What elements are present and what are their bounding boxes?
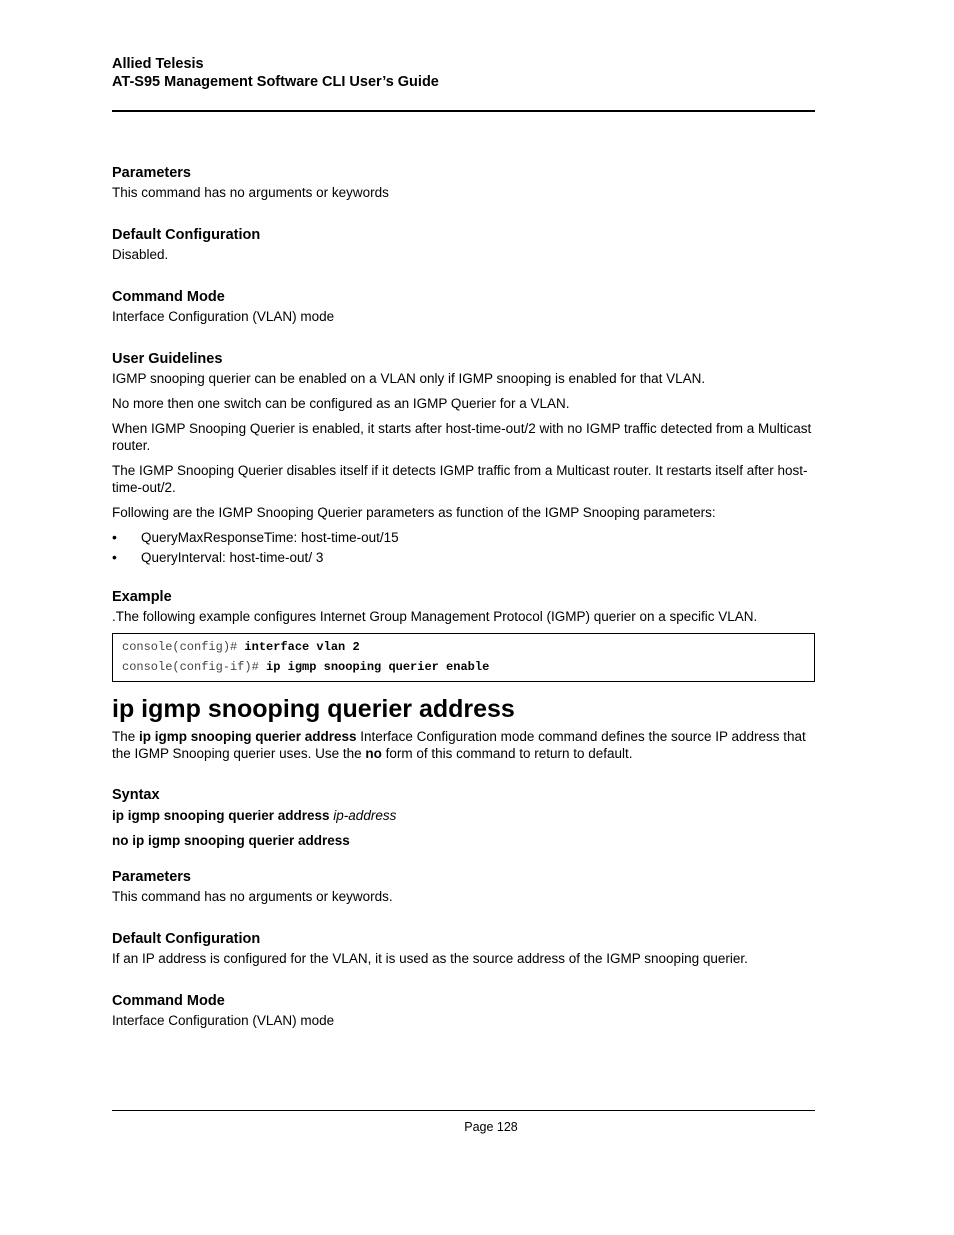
- header-rule: [112, 110, 815, 112]
- page-content: [112, 164, 815, 1054]
- default-config-heading: Default Configuration: [112, 931, 261, 947]
- company-name: Allied Telesis: [112, 56, 204, 72]
- guideline-paragraph: IGMP snooping querier can be enabled on a VLAN only if IGMP snooping is enabled for that VLAN.: [112, 371, 706, 386]
- command-title: ip igmp snooping querier address: [112, 695, 515, 723]
- parameters-heading: Parameters: [112, 869, 191, 885]
- parameters-text: This command has no arguments or keywords.: [112, 889, 393, 904]
- list-item: [112, 549, 815, 566]
- guide-title: AT-S95 Management Software CLI User’s Guide: [112, 74, 439, 90]
- bullet-text: QueryInterval: host-time-out/ 3: [141, 550, 324, 565]
- command-mode-section: [112, 992, 815, 1029]
- page-number: Page 128: [464, 1120, 518, 1134]
- code-command: interface vlan 2: [244, 640, 360, 654]
- parameters-section: [112, 868, 815, 905]
- code-line: [122, 637, 805, 657]
- default-config-section: [112, 930, 815, 967]
- syntax-section: [112, 786, 815, 849]
- code-line: [122, 657, 805, 677]
- syntax-heading: Syntax: [112, 787, 160, 803]
- syntax-line: [112, 832, 815, 849]
- intro-prefix: The: [112, 729, 140, 744]
- parameters-heading: Parameters: [112, 165, 191, 181]
- default-config-text: Disabled.: [112, 247, 169, 262]
- code-prompt: console(config)#: [122, 640, 238, 654]
- command-mode-heading: Command Mode: [112, 993, 225, 1009]
- bullet-text: QueryMaxResponseTime: host-time-out/15: [141, 530, 399, 545]
- user-guidelines-heading: User Guidelines: [112, 351, 223, 367]
- default-config-heading: Default Configuration: [112, 227, 261, 243]
- command-mode-section: [112, 288, 815, 325]
- intro-no-keyword: no: [365, 746, 382, 761]
- parameters-section: [112, 164, 815, 201]
- syntax-argument: ip-address: [333, 808, 397, 823]
- guideline-paragraph: The IGMP Snooping Querier disables itself if it detects IGMP traffic from a Multicast router. It restarts itself after host-time-out/2.: [112, 463, 808, 495]
- bullet-icon: •: [112, 529, 117, 545]
- example-text: .The following example configures Internet Group Management Protocol (IGMP) querier on a specific VLAN.: [112, 609, 758, 624]
- command-mode-heading: Command Mode: [112, 289, 225, 305]
- default-config-section: [112, 226, 815, 263]
- intro-middle: Interface Configuration mode command defines the source IP address that the IGMP Snooping querier uses. Use the: [112, 729, 806, 761]
- guideline-paragraph: No more then one switch can be configured as an IGMP Querier for a VLAN.: [112, 396, 570, 411]
- syntax-command: ip igmp snooping querier address: [112, 808, 330, 823]
- guideline-paragraph: Following are the IGMP Snooping Querier parameters as function of the IGMP Snooping parameters:: [112, 505, 716, 520]
- intro-command-name: ip igmp snooping querier address: [139, 729, 357, 744]
- example-section: [112, 588, 815, 682]
- parameters-text: This command has no arguments or keywords: [112, 185, 389, 200]
- list-item: [112, 529, 815, 546]
- syntax-no-command: no ip igmp snooping querier address: [112, 833, 350, 848]
- page-header: [112, 55, 815, 91]
- default-config-text: If an IP address is configured for the VLAN, it is used as the source address of the IGMP snooping querier.: [112, 951, 748, 966]
- code-example-box: [112, 633, 815, 682]
- code-command: ip igmp snooping querier enable: [266, 660, 490, 674]
- code-prompt: console(config-if)#: [122, 660, 259, 674]
- guideline-paragraph: When IGMP Snooping Querier is enabled, it starts after host-time-out/2 with no IGMP traffic detected from a Multicast router.: [112, 421, 812, 453]
- command-intro: [112, 728, 815, 762]
- bullet-icon: •: [112, 549, 117, 565]
- command-mode-text: Interface Configuration (VLAN) mode: [112, 1013, 335, 1028]
- user-guidelines-section: [112, 350, 815, 566]
- footer-rule: [112, 1110, 815, 1111]
- intro-suffix: form of this command to return to default.: [381, 746, 633, 761]
- command-mode-text: Interface Configuration (VLAN) mode: [112, 309, 335, 324]
- example-heading: Example: [112, 589, 172, 605]
- guideline-bullet-list: [112, 529, 815, 566]
- syntax-line: [112, 807, 815, 824]
